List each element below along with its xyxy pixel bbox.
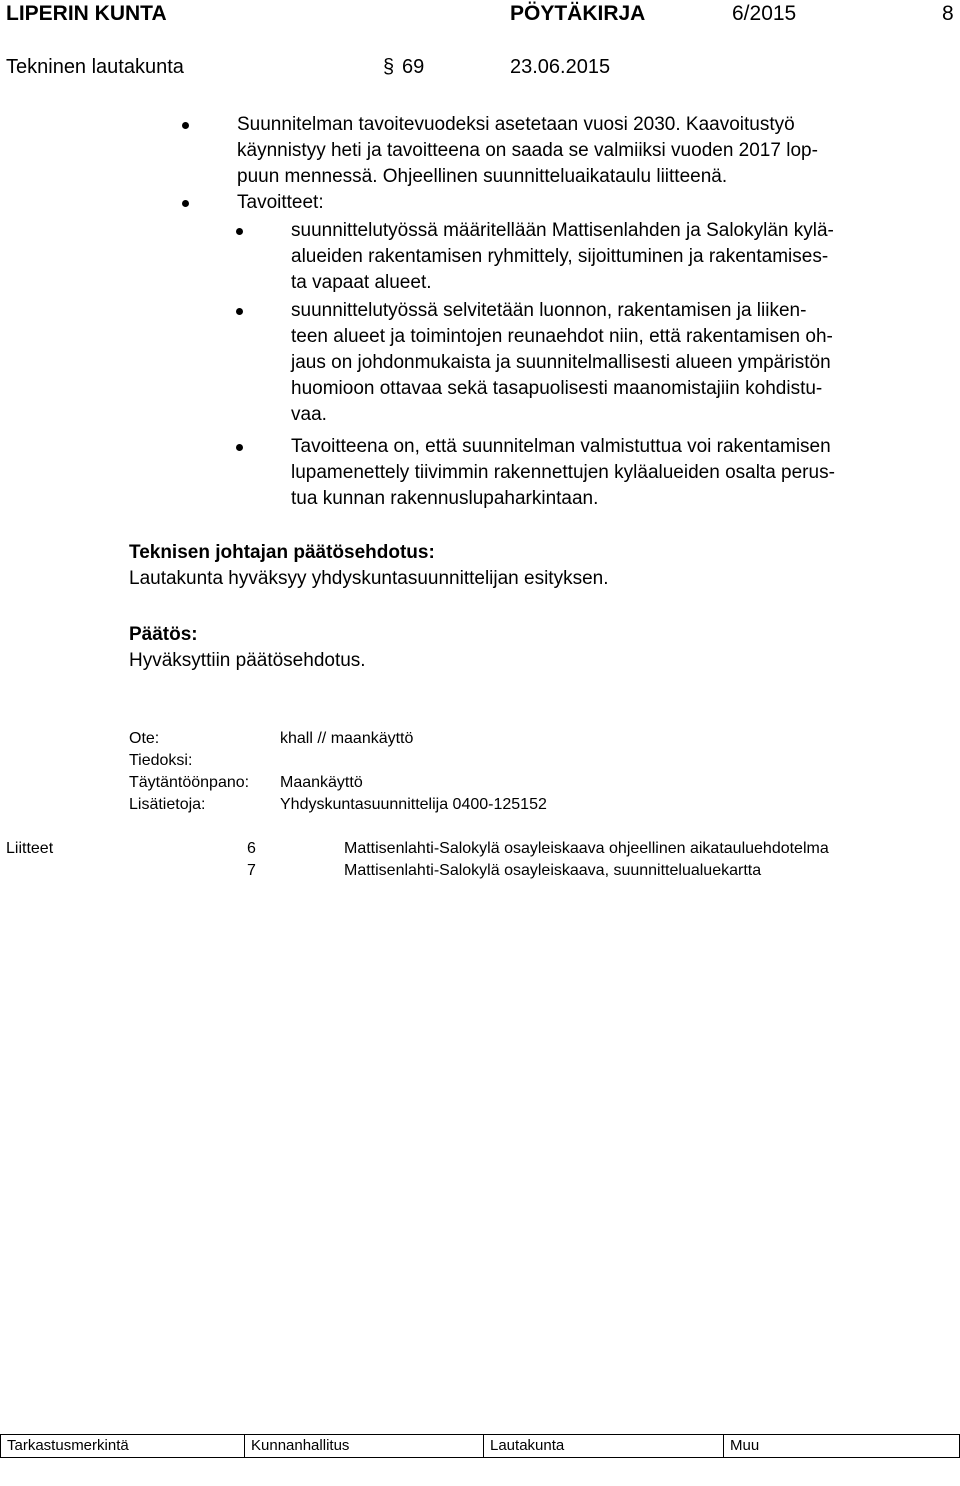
attachment-title: Mattisenlahti-Salokylä osayleiskaava, suunnittelualuekartta — [344, 862, 762, 879]
section-number: 69 — [402, 56, 425, 78]
footer-cell-other: Muu — [723, 1435, 959, 1457]
bullet-1-text — [237, 112, 818, 190]
distribution-value: Maankäyttö — [280, 774, 363, 791]
text-line: lupamenettely tiivimmin rakennettujen kyläalueiden osalta perus- — [291, 462, 835, 483]
board-name: Tekninen lautakunta — [6, 56, 184, 78]
text-line: tua kunnan rakennuslupaharkintaan. — [291, 488, 599, 509]
text-line: vaa. — [291, 404, 327, 425]
municipality-name: LIPERIN KUNTA — [6, 2, 167, 25]
text-line: Suunnitelman tavoitevuodeksi asetetaan vuosi 2030. Kaavoitustyö — [237, 114, 795, 135]
document-type: PÖYTÄKIRJA — [510, 2, 646, 25]
decision-text: Hyväksyttiin päätösehdotus. — [129, 650, 366, 671]
text-line: ta vapaat alueet. — [291, 272, 432, 293]
footer-cell-review-mark: Tarkastusmerkintä — [7, 1437, 129, 1454]
distribution-label: Tiedoksi: — [129, 752, 193, 769]
section-symbol: § — [383, 56, 395, 78]
meeting-date: 23.06.2015 — [510, 56, 611, 78]
text-line: Tavoitteena on, että suunnitelman valmistuttua voi rakentamisen — [291, 436, 831, 457]
bullet-icon — [182, 200, 189, 207]
distribution-value: khall // maankäyttö — [280, 730, 414, 747]
attachment-number: 6 — [247, 840, 256, 857]
sub-bullet-1-text — [291, 218, 834, 296]
bullet-icon — [236, 228, 243, 235]
bullet-icon — [182, 122, 189, 129]
sub-bullet-2-text — [291, 298, 833, 428]
distribution-label: Lisätietoja: — [129, 796, 206, 813]
footer-cell-council: Kunnanhallitus — [244, 1435, 483, 1457]
text-line: teen alueet ja toimintojen reunaehdot niin, että rakentamisen oh- — [291, 326, 833, 347]
text-line: käynnistyy heti ja tavoitteena on saada se valmiiksi vuoden 2017 lop- — [237, 140, 818, 161]
review-footer-table — [0, 1434, 960, 1458]
text-line: huomioon ottavaa sekä tasapuolisesti maanomistajiin kohdistu- — [291, 378, 823, 399]
sub-bullet-3-text — [291, 434, 835, 512]
bullet-icon — [236, 444, 243, 451]
proposal-text: Lautakunta hyväksyy yhdyskuntasuunnittelijan esityksen. — [129, 568, 609, 589]
text-line: suunnittelutyössä määritellään Mattisenlahden ja Salokylän kylä- — [291, 220, 834, 241]
attachment-number: 7 — [247, 862, 256, 879]
text-line: jaus on johdonmukaista ja suunnitelmallisesti alueen ympäristön — [291, 352, 831, 373]
text-line: puun mennessä. Ohjeellinen suunnitteluaikataulu liitteenä. — [237, 166, 728, 187]
distribution-label: Täytäntöönpano: — [129, 774, 250, 791]
bullet-2-text: Tavoitteet: — [237, 192, 324, 213]
document-number: 6/2015 — [732, 2, 797, 25]
bullet-icon — [236, 308, 243, 315]
attachments-label: Liitteet — [6, 840, 54, 857]
proposal-heading: Teknisen johtajan päätösehdotus: — [129, 542, 435, 563]
footer-cell-board: Lautakunta — [483, 1435, 723, 1457]
decision-heading: Päätös: — [129, 624, 198, 645]
page-number: 8 — [942, 2, 954, 25]
distribution-label: Ote: — [129, 730, 160, 747]
attachment-title: Mattisenlahti-Salokylä osayleiskaava ohjeellinen aikatauluehdotelma — [344, 840, 829, 857]
text-line: alueiden rakentamisen ryhmittely, sijoittuminen ja rakentamises- — [291, 246, 829, 267]
distribution-value: Yhdyskuntasuunnittelija 0400-125152 — [280, 796, 547, 813]
text-line: suunnittelutyössä selvitetään luonnon, rakentamisen ja liiken- — [291, 300, 807, 321]
